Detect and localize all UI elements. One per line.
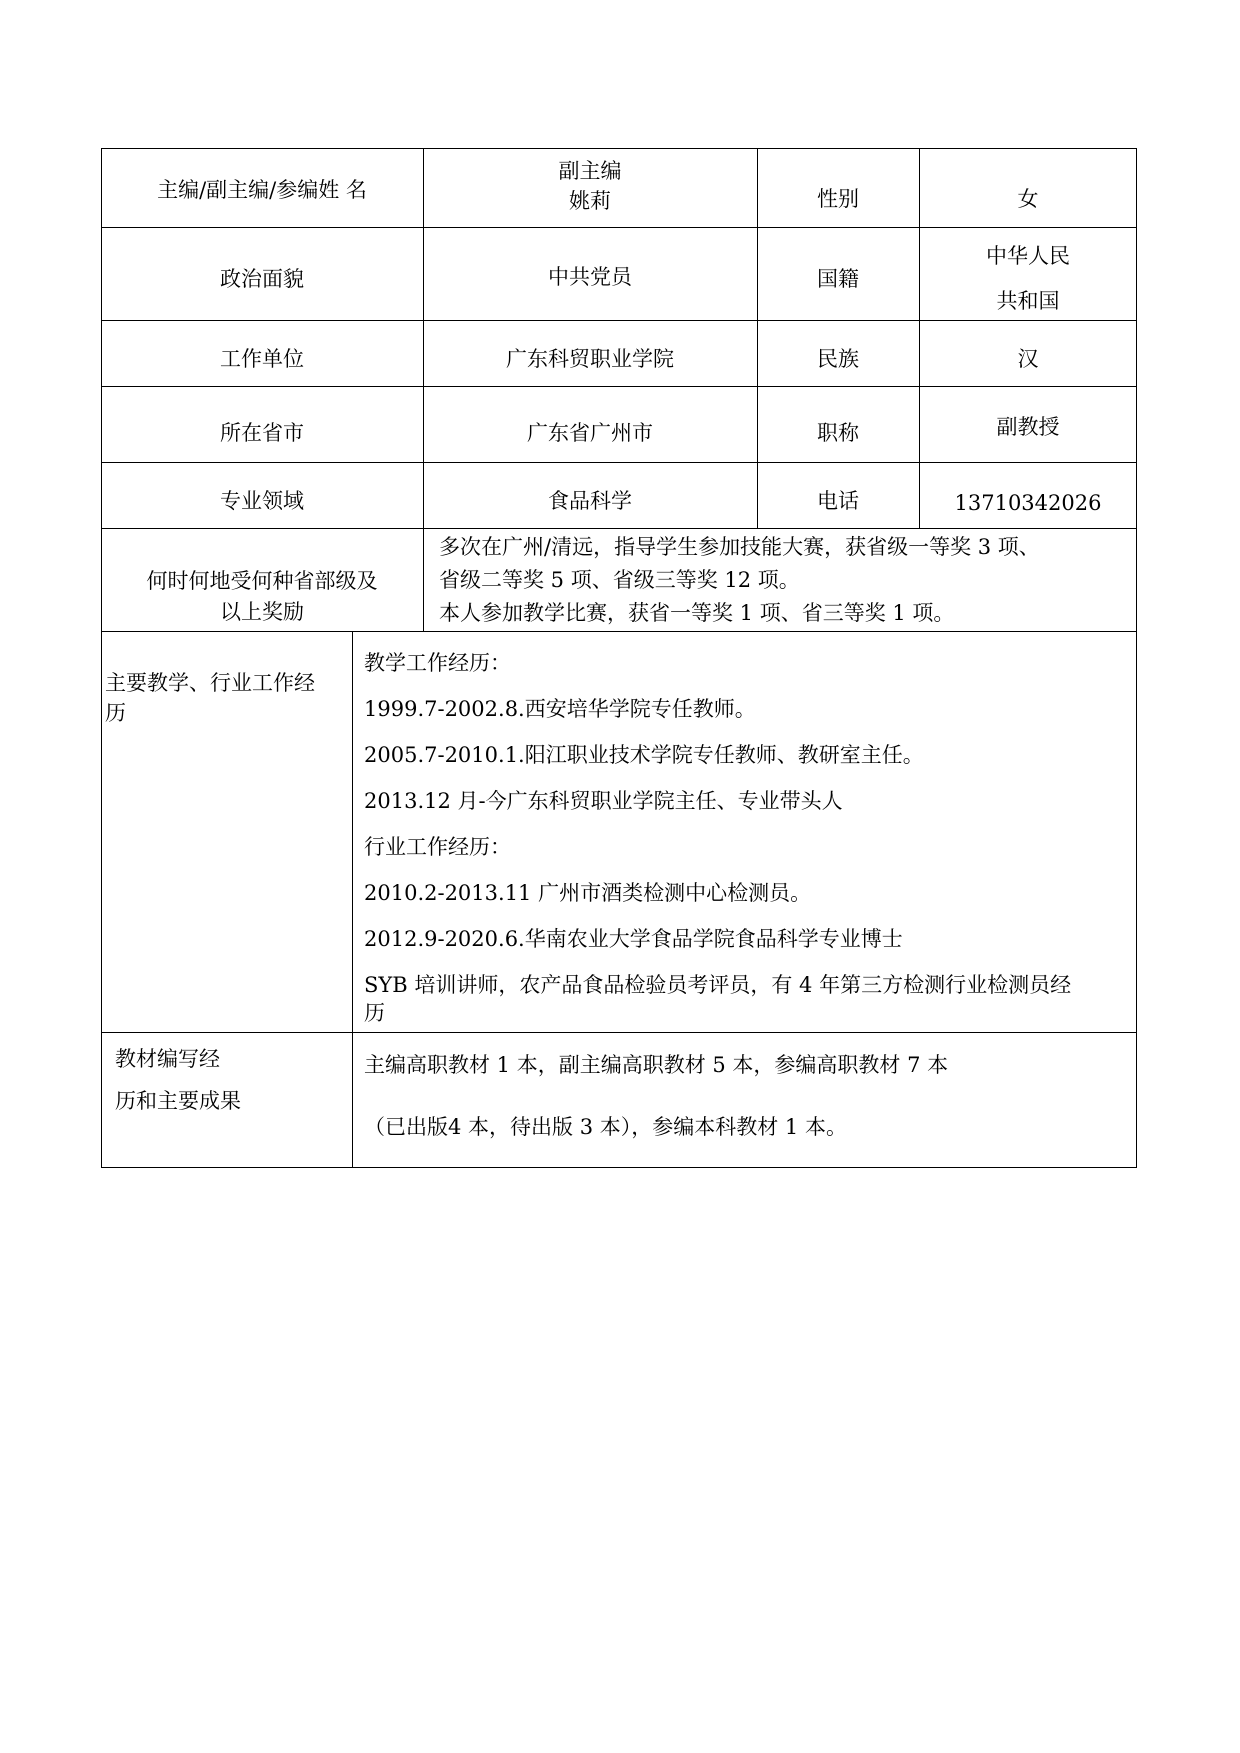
ethnicity-value: 汉	[1017, 347, 1039, 371]
table-border	[101, 148, 102, 1168]
ethnicity-label: 民族	[817, 347, 859, 371]
field-label: 专业领域	[220, 489, 304, 513]
nationality-label: 国籍	[817, 267, 859, 291]
gender-value: 女	[1017, 187, 1039, 211]
nationality-value-line1: 中华人民	[986, 244, 1070, 268]
nationality-value-line2: 共和国	[996, 289, 1060, 313]
awards-text-line2: 省级二等奖 5 项、省级三等奖 12 项。	[439, 568, 800, 592]
experience-item: 2010.2-2013.11 广州市酒类检测中心检测员。	[364, 881, 812, 905]
editor-role-value: 副主编	[558, 159, 622, 183]
phone-value: 13710342026	[954, 491, 1102, 515]
job-title-value: 副教授	[996, 415, 1060, 439]
province-city-value: 广东省广州市	[527, 421, 653, 445]
work-unit-label: 工作单位	[220, 347, 304, 371]
experience-item: 行业工作经历：	[364, 835, 511, 859]
editor-name-value: 姚莉	[569, 189, 611, 213]
awards-text-line1: 多次在广州/清远，指导学生参加技能大赛，获省级一等奖 3 项、	[439, 535, 1040, 559]
textbooks-text-line1: 主编高职教材 1 本，副主编高职教材 5 本，参编高职教材 7 本	[364, 1053, 949, 1077]
field-value: 食品科学	[548, 489, 632, 513]
table-border	[101, 386, 1137, 387]
experience-label-line2: 历	[105, 701, 126, 725]
table-border	[101, 1167, 1137, 1168]
author-info-form	[101, 148, 1137, 1168]
table-border	[352, 631, 353, 1168]
table-border	[101, 528, 1137, 529]
table-border	[101, 148, 1137, 149]
awards-label-line2: 以上奖励	[220, 600, 304, 624]
textbooks-label-line1: 教材编写经	[115, 1047, 220, 1071]
experience-item: 2005.7-2010.1.阳江职业技术学院专任教师、教研室主任。	[364, 743, 924, 767]
experience-label-line1: 主要教学、行业工作经	[105, 671, 315, 695]
work-unit-value: 广东科贸职业学院	[506, 347, 674, 371]
textbooks-text-line2: （已出版4 本，待出版 3 本），参编本科教材 1 本。	[364, 1115, 847, 1139]
province-city-label: 所在省市	[220, 421, 304, 445]
editor-role-label: 主编/副主编/参编姓 名	[157, 178, 367, 202]
table-border	[101, 1032, 1137, 1033]
table-border	[423, 148, 424, 631]
experience-item: 1999.7-2002.8.西安培华学院专任教师。	[364, 697, 756, 721]
phone-label: 电话	[817, 489, 859, 513]
textbooks-label-line2: 历和主要成果	[115, 1089, 241, 1113]
political-status-label: 政治面貌	[220, 267, 304, 291]
table-border	[101, 227, 1137, 228]
experience-item: SYB 培训讲师，农产品食品检验员考评员，有 4 年第三方检测行业检测员经	[364, 973, 1072, 997]
experience-item: 历	[364, 1001, 385, 1025]
awards-label-line1: 何时何地受何种省部级及	[146, 569, 378, 593]
political-status-value: 中共党员	[548, 265, 632, 289]
gender-label: 性别	[817, 187, 859, 211]
experience-item: 2013.12 月-今广东科贸职业学院主任、专业带头人	[364, 789, 843, 813]
experience-item: 2012.9-2020.6.华南农业大学食品学院食品科学专业博士	[364, 927, 903, 951]
table-border	[101, 320, 1137, 321]
awards-text-line3: 本人参加教学比赛，获省一等奖 1 项、省三等奖 1 项。	[439, 601, 955, 625]
table-border	[101, 631, 1137, 632]
experience-item: 教学工作经历：	[364, 651, 511, 675]
table-border	[101, 462, 1137, 463]
job-title-label: 职称	[817, 421, 859, 445]
